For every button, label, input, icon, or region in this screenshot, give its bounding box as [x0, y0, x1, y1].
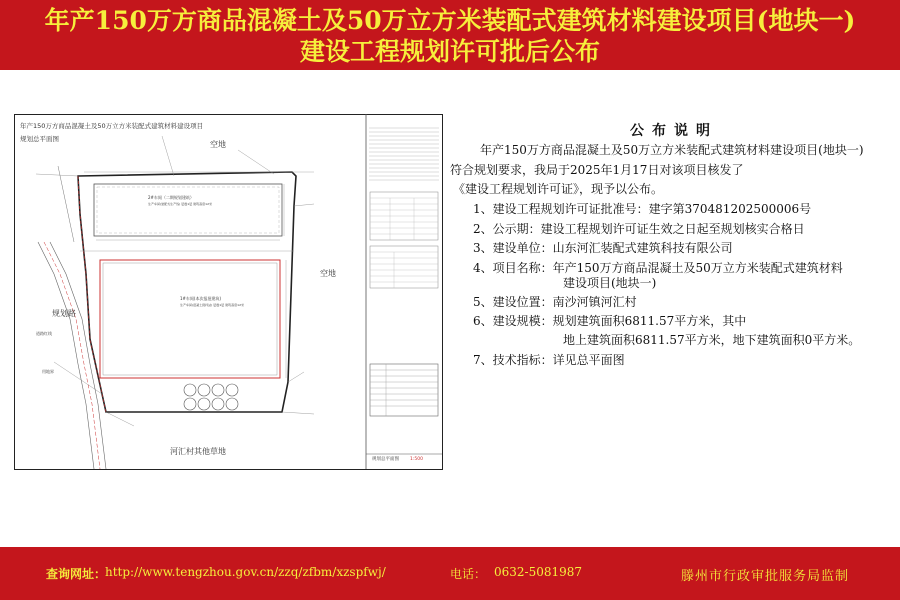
notice-item-7: 7、技术指标：详见总平面图: [473, 353, 625, 367]
header-banner: [0, 0, 900, 70]
notice-item-5: 5、建设位置：南沙河镇河汇村: [473, 295, 637, 309]
label-road-small1: 道路红线: [36, 331, 52, 336]
sheet-name: 规划总平面图: [372, 457, 399, 462]
sheet-scale: 1:500: [410, 457, 423, 462]
label-kongdi-right: 空地: [320, 269, 336, 278]
notice-item-6: 6、建设规模：规划建筑面积6811.57平方米，其中: [473, 314, 747, 328]
page-subtitle: 建设工程规划许可批后公布: [299, 37, 600, 66]
label-building-1-sub: 生产车间(混凝土搅拌站) 层数1层 建筑高度12米: [180, 303, 244, 307]
notice-item-6-cont: 地上建筑面积6811.57平方米，地下建筑面积0平方米。: [563, 333, 861, 347]
site-plan-drawing: [14, 114, 443, 470]
notice-item-2: 2、公示期：建设工程规划许可证生效之日起至规划核实合格日: [473, 222, 805, 236]
notice-intro-line1: 年产150万方商品混凝土及50万立方米装配式建筑材料建设项目(地块一): [480, 143, 864, 157]
label-building-1: 1#车间(本次报批建筑): [180, 296, 222, 301]
query-url-link[interactable]: http://www.tengzhou.gov.cn/zzq/zfbm/xzspfwj/: [105, 565, 386, 579]
drawing-title: 年产150万方商品混凝土及50万立方米装配式建筑材料建设项目: [20, 122, 204, 130]
notice-intro-line3: 《建设工程规划许可证》，现予以公布。: [453, 182, 664, 196]
label-kongdi-top: 空地: [210, 140, 226, 149]
notice-item-4: 4、项目名称：年产150万方商品混凝土及50万立方米装配式建筑材料: [473, 261, 843, 275]
phone-label: 电话：: [450, 567, 487, 581]
site-plan-svg: [14, 114, 443, 470]
supervisor-text: 滕州市行政审批服务局监制: [681, 569, 850, 584]
footer-banner: [0, 547, 900, 600]
page-title: 年产150万方商品混凝土及50万立方米装配式建筑材料建设项目(地块一): [44, 6, 856, 35]
notice-intro-line2: 符合规划要求，我局于2025年1月17日对该项目核发了: [450, 163, 744, 177]
label-bottom: 河汇村其他草地: [170, 447, 226, 456]
label-road-small2: 用地界: [42, 369, 54, 374]
notice-item-3: 3、建设单位：山东河汇装配式建筑科技有限公司: [473, 241, 733, 255]
url-label: 查询网址：: [46, 567, 107, 581]
label-building-2: 2#车间（二期规划建筑）: [148, 195, 194, 200]
label-guihualu: 规划路: [52, 309, 76, 318]
phone-number: 0632-5081987: [494, 565, 583, 579]
notice-title: 公布说明: [630, 123, 718, 139]
notice-item-4-cont: 建设项目(地块一): [563, 276, 657, 290]
label-building-2-sub: 生产车间(装配式生产线) 层数1层 建筑高度12米: [148, 202, 212, 206]
drawing-subtitle: 规划总平面图: [20, 135, 59, 143]
notice-item-1: 1、建设工程规划许可证批准号：建字第370481202500006号: [473, 202, 812, 216]
